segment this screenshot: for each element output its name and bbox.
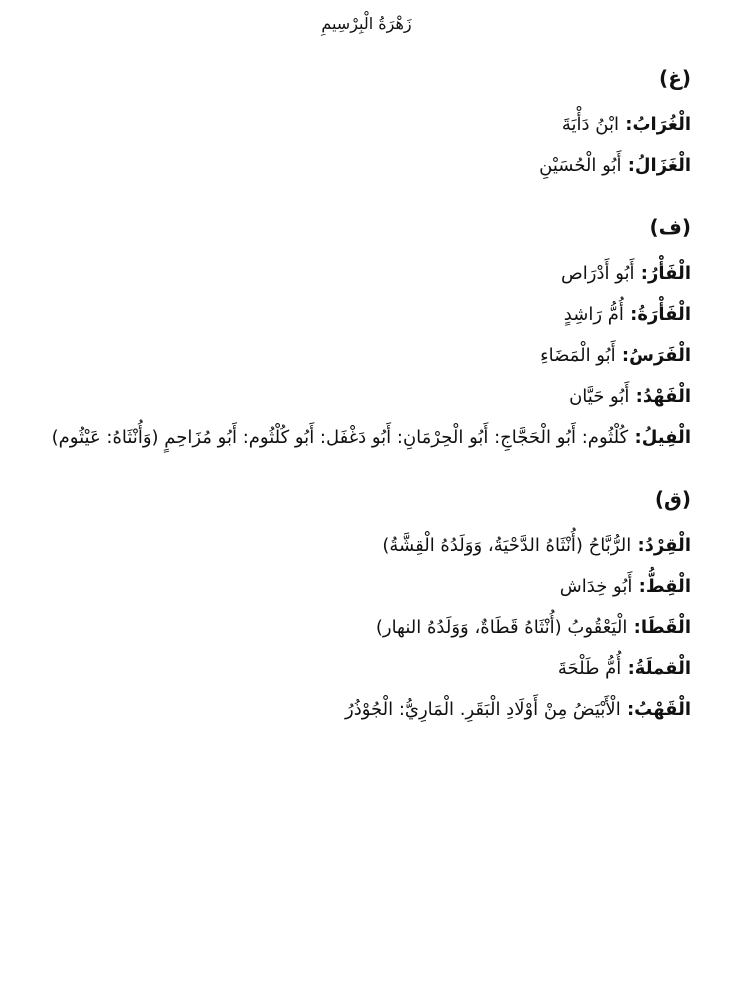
- section-ghain: [11, 58, 691, 183]
- glossary-entry: [11, 652, 691, 686]
- entry-definition: أُمُّ طَلْحَةَ: [557, 658, 622, 679]
- entry-definition: الْيَعْقُوبُ (أُنْثَاهُ قَطَاةٌ، وَوَلَدُهُ النهار): [375, 617, 628, 638]
- entry-colon: :: [620, 699, 635, 720]
- entry-definition: أَبُو الْحُسَيْنِ: [539, 155, 622, 176]
- entry-colon: :: [632, 576, 646, 597]
- entry-definition: أُمُّ رَاشِدٍ: [563, 304, 624, 325]
- entry-definition: أَبُو حَيَّان: [569, 386, 630, 407]
- entry-term: الْقَهْبُ: [634, 699, 691, 720]
- entry-term: الْفِيلُ: [641, 427, 691, 448]
- section-heading: (ق): [654, 487, 691, 511]
- entry-term: الْفَرَسُ: [629, 345, 691, 366]
- glossary-entry: [11, 611, 691, 645]
- entry-term: الْقِرْدُ: [644, 535, 691, 556]
- entry-definition: ابْنُ دَأْيَةَ: [561, 114, 619, 135]
- glossary-entry: [11, 298, 691, 332]
- entry-definition: الْأَبْيَضُ مِنْ أَوْلَادِ الْبَقَرِ. الْمَارِيُّ: الْجُوْذُرُ: [345, 699, 621, 720]
- entry-colon: :: [623, 304, 638, 325]
- glossary-entry: [11, 149, 691, 183]
- entry-colon: :: [627, 617, 641, 638]
- glossary-entry: [11, 257, 691, 291]
- glossary-entry: [11, 108, 691, 142]
- entry-colon: :: [634, 263, 648, 284]
- entry-term: الْفَهْدُ: [642, 386, 691, 407]
- entry-term: الْغَزَالُ: [634, 155, 691, 176]
- glossary-entry: [11, 421, 691, 455]
- section-heading: (غ): [659, 66, 691, 90]
- glossary-entry: [11, 380, 691, 414]
- entry-term: الْفَأْرُ: [647, 263, 691, 284]
- entry-definition: أَبُو الْمَضَاءِ: [540, 345, 616, 366]
- glossary-content: [11, 58, 691, 751]
- entry-colon: :: [631, 535, 645, 556]
- entry-term: الْقِطُّ: [645, 576, 691, 597]
- entry-definition: أَبُو أَدْرَاص: [561, 263, 635, 284]
- glossary-entry: [11, 339, 691, 373]
- entry-colon: :: [621, 658, 635, 679]
- entry-colon: :: [629, 386, 643, 407]
- entry-term: الْقَطَا: [640, 617, 691, 638]
- entry-colon: :: [628, 427, 642, 448]
- entry-term: الْقملَةُ: [634, 658, 691, 679]
- entry-colon: :: [618, 114, 633, 135]
- entry-colon: :: [621, 155, 635, 176]
- entry-colon: :: [615, 345, 630, 366]
- running-header: زَهْرَةُ الْبِرْسِيمِ: [321, 14, 412, 33]
- entry-term: الْفَأْرَةُ: [637, 304, 691, 325]
- section-fa: [11, 207, 691, 455]
- section-qaf: [11, 479, 691, 727]
- glossary-entry: [11, 693, 691, 727]
- glossary-entry: [11, 529, 691, 563]
- entry-term: الْغُرَابُ: [632, 114, 691, 135]
- entry-definition: الرُّبَّاحُ (أُنْثَاهُ الدَّحْيَةُ، وَوَلَدُهُ الْقِشَّةُ): [382, 535, 632, 556]
- entry-definition: كُلْثُوم: أَبُو الْحَجَّاجِ: أَبُو الْحِرْمَانِ: أَبُو دَغْفَل: أَبُو كُلْثُوم: أَبُو مُزَاحِمٍ (وَأُنْثَاهُ: عَيْثُوم): [51, 427, 629, 448]
- glossary-entry: [11, 570, 691, 604]
- section-heading: (ف): [649, 215, 691, 239]
- entry-definition: أَبُو خِدَاش: [559, 576, 633, 597]
